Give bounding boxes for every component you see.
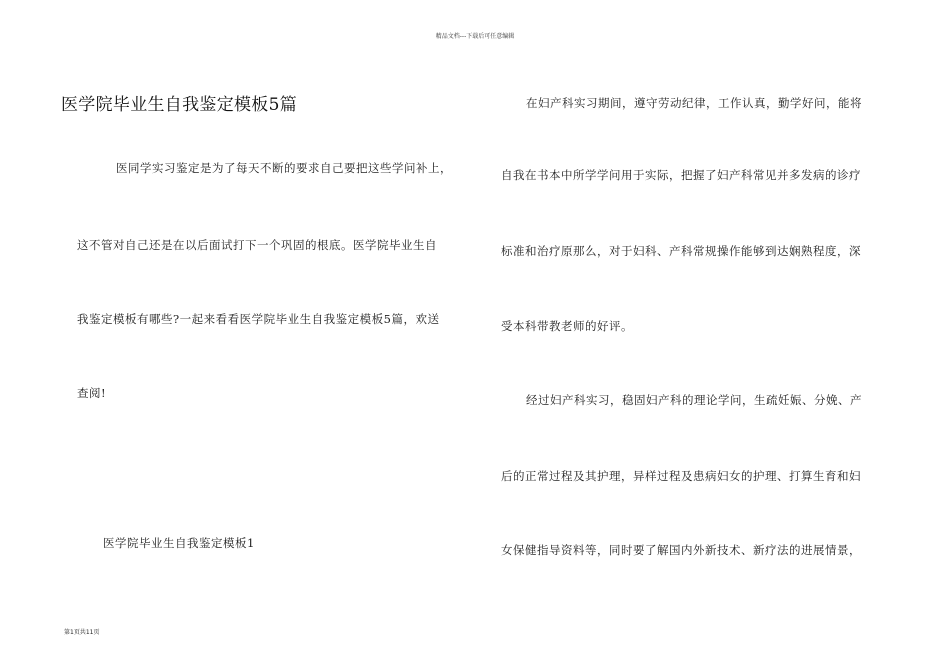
document-title: 医学院毕业生自我鉴定模板5篇 [61, 95, 298, 115]
right-paragraph-line: 女保健指导资料等，同时要了解国内外新技术、新疗法的进展情景， [501, 543, 861, 557]
right-paragraph-line: 自我在书本中所学学问用于实际，把握了妇产科常见并多发病的诊疗 [501, 168, 861, 182]
right-paragraph-line: 标准和治疗原那么，对于妇科、产科常规操作能够到达娴熟程度，深 [501, 244, 861, 258]
right-paragraph-line: 经过妇产科实习，稳固妇产科的理论学问，生疏妊娠、分娩、产 [526, 393, 862, 407]
right-paragraph-line: 后的正常过程及其护理，异样过程及患病妇女的护理、打算生育和妇 [501, 469, 861, 483]
left-paragraph-line: 查阅! [77, 386, 107, 400]
page-footer: 第1页共11页 [64, 629, 100, 636]
right-paragraph-line: 在妇产科实习期间，遵守劳动纪律，工作认真，勤学好问，能将 [526, 96, 862, 110]
section-subheading: 医学院毕业生自我鉴定模板1 [103, 536, 255, 550]
right-paragraph-line: 受本科带教老师的好评。 [501, 319, 633, 333]
left-paragraph-line: 医同学实习鉴定是为了每天不断的要求自己要把这些学问补上， [116, 161, 452, 175]
left-paragraph-line: 我鉴定模板有哪些?一起来看看医学院毕业生自我鉴定模板5篇，欢送 [77, 312, 440, 326]
header-note: 精品文档---下载后可任意编辑 [435, 33, 515, 40]
left-paragraph-line: 这不管对自己还是在以后面试打下一个巩固的根底。医学院毕业生自 [77, 238, 437, 252]
